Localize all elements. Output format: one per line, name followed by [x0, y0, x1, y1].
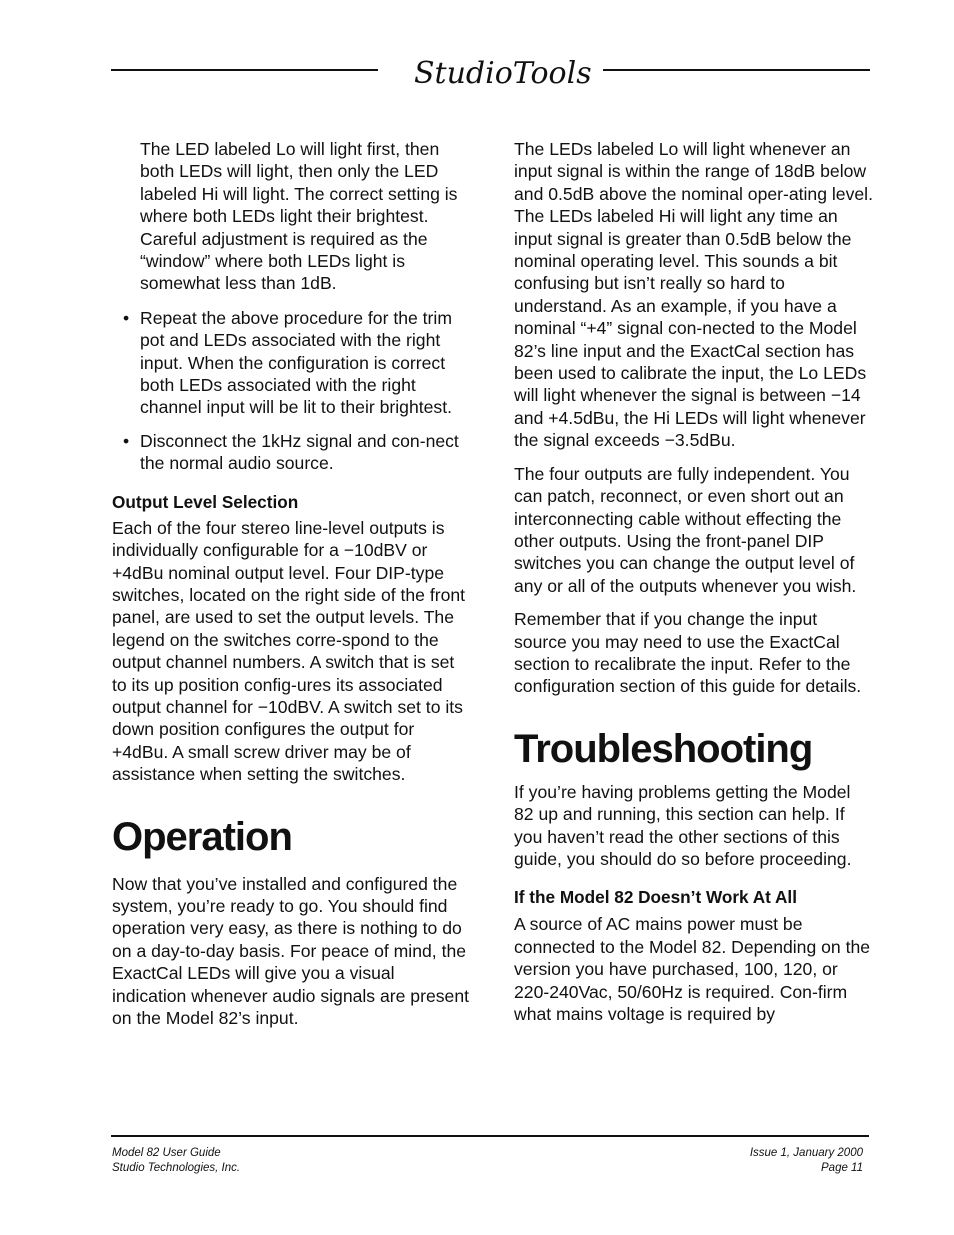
header-rule-right [603, 69, 870, 71]
footer-page-number: Page 11 [821, 1162, 863, 1174]
footer-company: Studio Technologies, Inc. [112, 1162, 241, 1174]
intro-paragraph: The LED labeled Lo will light first, then both LEDs will light, then only the LED labeled Hi will light. The correct setting is where both LEDs light their brightest. Careful adjustment is required as the “window” where both LEDs light is somewhat less than 1dB. [140, 139, 458, 294]
outputs-paragraph: The four outputs are fully independent. You can patch, reconnect, or even short out an interconnecting cable without effecting the other outputs. Using the front-panel DIP switches you can change the output level of any or all of the outputs whenever you wish. [514, 463, 857, 596]
bullet-list [112, 307, 472, 475]
list-item [112, 307, 472, 419]
output-level-paragraph: Each of the four stereo line-level outputs is individually configurable for a −10dBV or +4dBu nominal output level. Four DIP-type switches, located on the right side of the front panel, are used to set the output levels. The legend on the switches corre-spond to the output channel numbers. A switch that is set to its up position config-ures its associated output channel for −10dBV. A switch set to its down position configures the output for +4dBu. A small screw driver may be of assistance when setting the switches. [112, 517, 466, 785]
footer-left [112, 1146, 240, 1176]
list-item [112, 430, 472, 475]
footer-guide-title: Model 82 User Guide [112, 1147, 221, 1159]
troubleshooting-heading: Troubleshooting [514, 726, 813, 771]
operation-paragraph: Now that you’ve installed and configured the system, you’re ready to go. You should find operation very easy, as there is nothing to do on a day-to-day basis. For peace of mind, the ExactCal LEDs will give you a visual indication whenever audio signals are present on the Model 82’s input. [112, 873, 469, 1028]
footer-issue: Issue 1, January 2000 [749, 1147, 863, 1159]
operation-heading: Operation [112, 814, 292, 859]
header-rule-left [111, 69, 378, 71]
footer-right [750, 1146, 863, 1176]
doesnt-work-paragraph: A source of AC mains power must be connected to the Model 82. Depending on the version you have purchased, 100, 120, or 220-240Vac, 50/60Hz is required. Con-firm what mains voltage is required by [514, 914, 871, 1024]
troubleshooting-paragraph: If you’re having problems getting the Model 82 up and running, this section can help. If you haven’t read the other sections of this guide, you should do so before proceeding. [514, 781, 852, 869]
remember-paragraph: Remember that if you change the input source you may need to use the ExactCal section to recalibrate the input. Refer to the configuration section of this guide for details. [514, 609, 862, 697]
studiotools-logo: StudioTools [414, 56, 592, 91]
list-item-text: Disconnect the 1kHz signal and con-nect the normal audio source. [140, 430, 459, 474]
bullet-icon: • [123, 307, 130, 328]
left-column [112, 138, 472, 1029]
footer-rule [111, 1135, 869, 1137]
bullet-icon: • [123, 430, 130, 451]
output-level-heading: Output Level Selection [112, 491, 299, 512]
list-item-text: Repeat the above procedure for the trim pot and LEDs associated with the right input. When the configuration is correct both LEDs associated with the right channel input will be lit to their brightest. [140, 307, 452, 418]
doesnt-work-heading: If the Model 82 Doesn’t Work At All [514, 887, 797, 908]
right-column [514, 138, 874, 1025]
leds-paragraph: The LEDs labeled Lo will light whenever an input signal is within the range of 18dB below and 0.5dB above the nominal oper-ating level. The LEDs labeled Hi will light any time an input signal is greater than 0.5dB below the nominal operating level. This sounds a bit confusing but isn’t really so hard to understand. As an example, if you have a nominal “+4” signal con-nected to the Model 82’s line input and the ExactCal section has been used to calibrate the input, the Lo LEDs will light whenever the signal is between −14 and +4.5dBu, the Hi LEDs will light whenever the signal exceeds −3.5dBu. [514, 139, 873, 451]
